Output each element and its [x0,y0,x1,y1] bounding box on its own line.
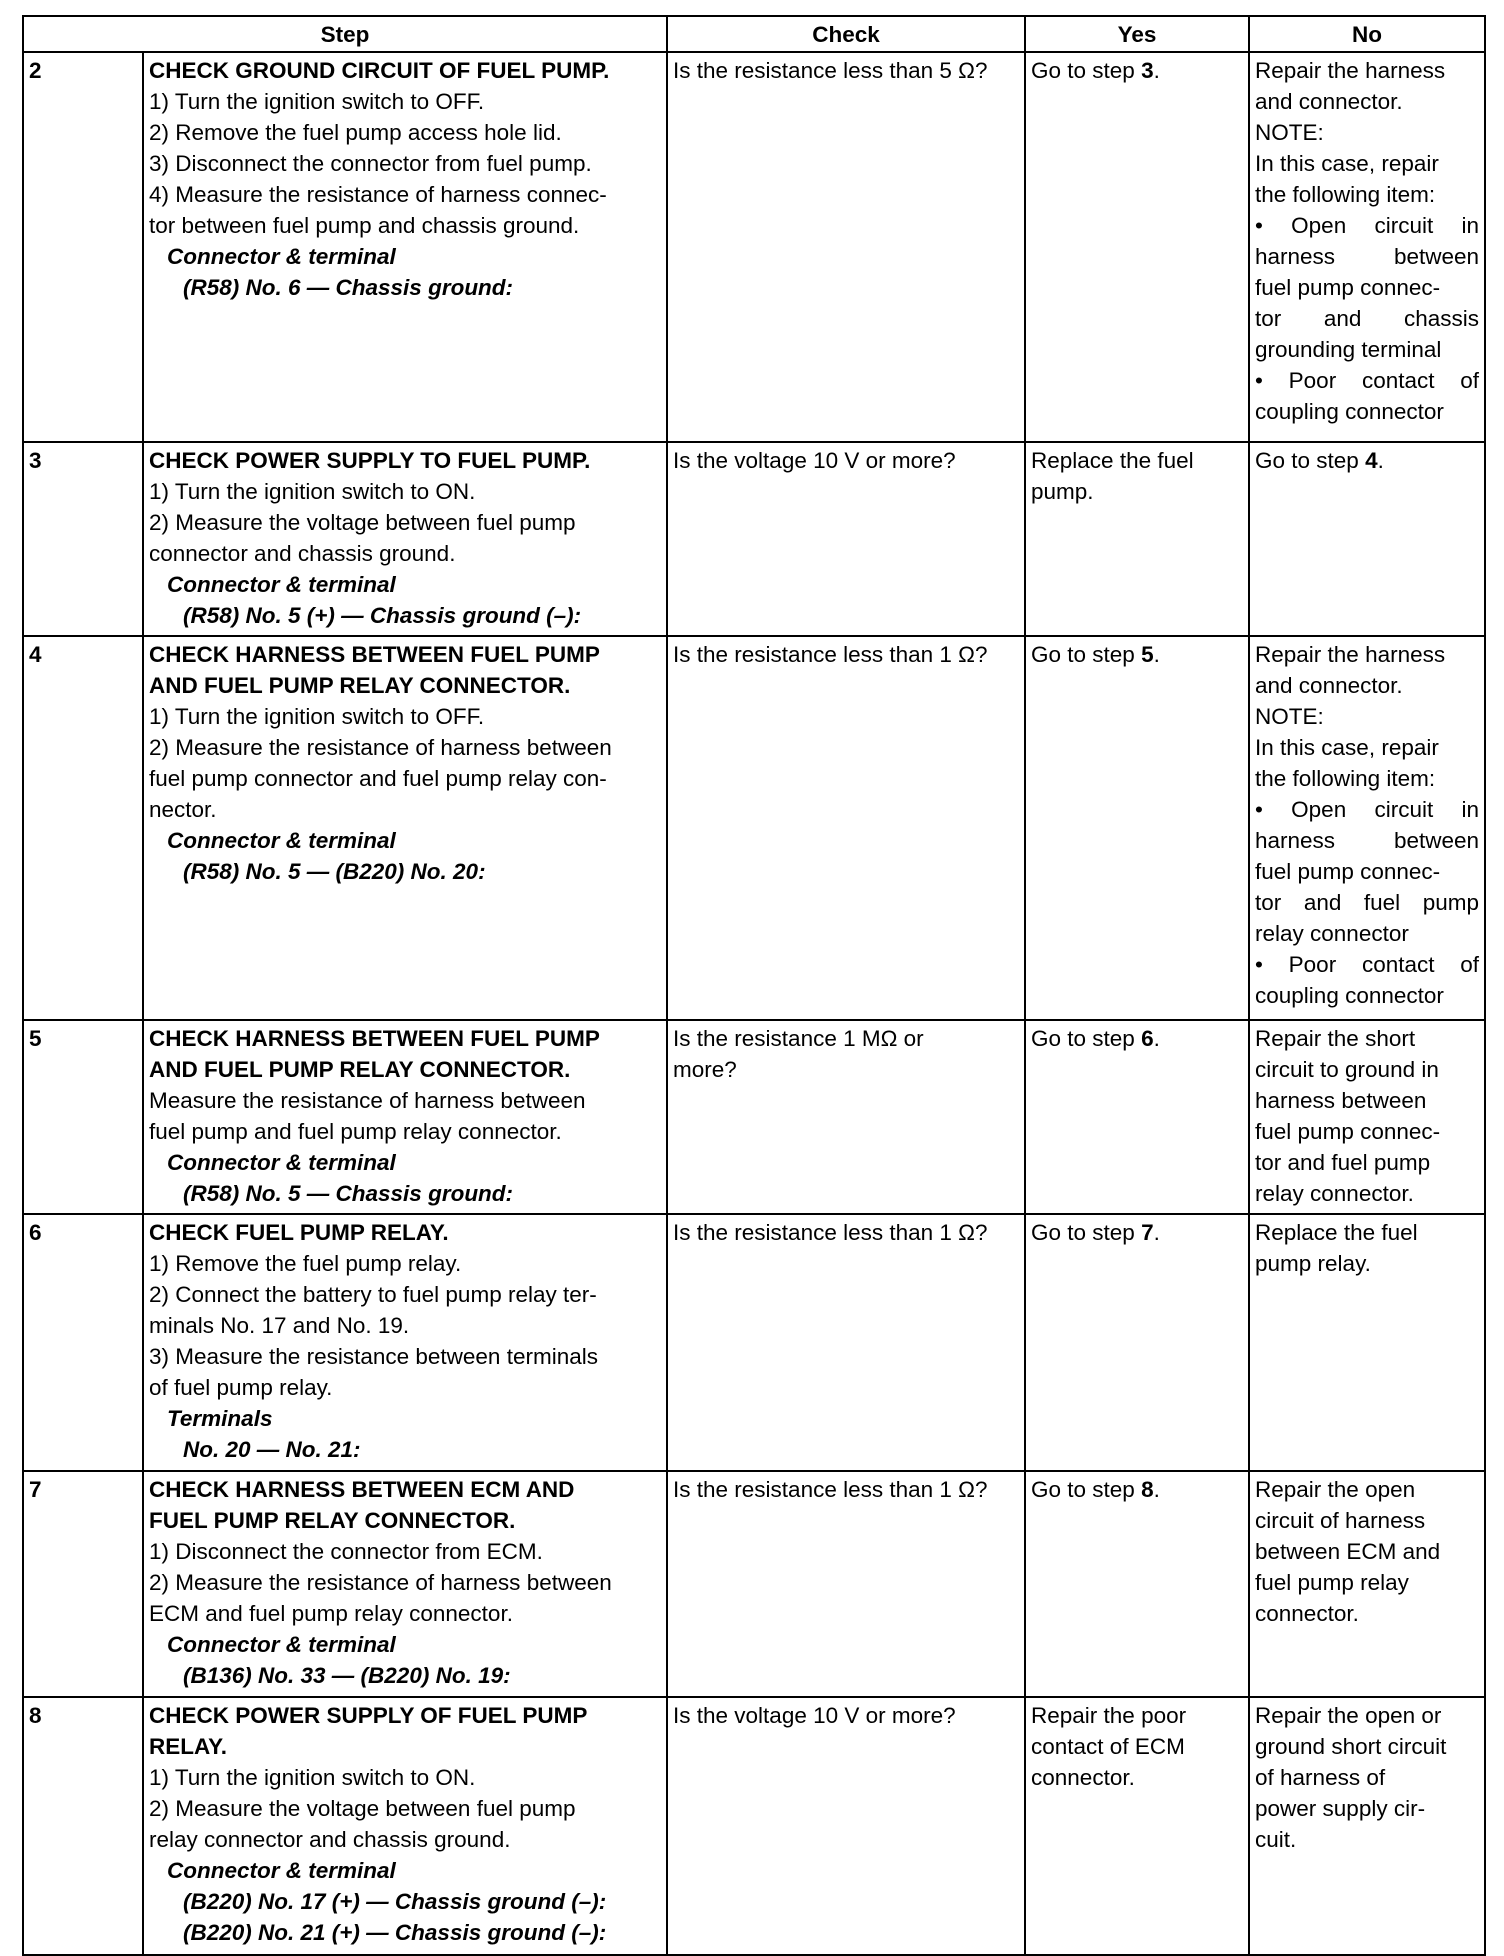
step-number: 4 [23,636,143,1020]
step-line: tor between fuel pump and chassis ground. [149,213,580,238]
yes-step-ref: 5 [1141,642,1154,667]
table-row [23,442,1485,636]
table-row [23,1214,1485,1471]
no-line: • Open circuit in [1255,797,1480,822]
step-line: 1) Turn the ignition switch to OFF. [149,89,485,114]
no-line: • Open circuit in [1255,213,1480,238]
header-step: Step [23,16,667,52]
step-line: 2) Connect the battery to fuel pump relay ter- [149,1282,597,1307]
step-line: 1) Turn the ignition switch to OFF. [149,704,485,729]
yes-step-ref: 8 [1141,1477,1154,1502]
table-row [23,1697,1485,1955]
no-line: Repair the harness [1255,58,1446,83]
diagnostic-table [22,15,1486,1956]
no-action [1249,1697,1485,1955]
step-description [143,1020,667,1214]
no-line: • Poor contact of [1255,368,1480,393]
table-row [23,52,1485,442]
step-title: CHECK POWER SUPPLY OF FUEL PUMP [149,1703,588,1728]
step-number: 5 [23,1020,143,1214]
no-line: ground short circuit [1255,1734,1447,1759]
step-line: fuel pump connector and fuel pump relay con- [149,766,607,791]
no-action [1249,636,1485,1020]
table-row [23,636,1485,1020]
no-line: pump relay. [1255,1251,1371,1276]
connector-terminal: (B220) No. 17 (+) — Chassis ground (–): [183,1889,607,1914]
yes-line: connector. [1031,1765,1135,1790]
connector-heading: Connector & terminal [167,244,396,269]
connector-terminal: (B136) No. 33 — (B220) No. 19: [183,1663,511,1688]
yes-line: Repair the poor [1031,1703,1187,1728]
header-yes: Yes [1025,16,1249,52]
no-line: tor and fuel pump [1255,1150,1431,1175]
no-line: Replace the fuel [1255,1220,1418,1245]
yes-period: . [1153,1477,1160,1502]
connector-terminal: (R58) No. 5 — (B220) No. 20: [183,859,486,884]
no-line: the following item: [1255,182,1436,207]
no-line: In this case, repair [1255,151,1439,176]
step-line: nector. [149,797,217,822]
step-title: CHECK GROUND CIRCUIT OF FUEL PUMP. [149,58,610,83]
connector-terminal: (B220) No. 21 (+) — Chassis ground (–): [183,1920,607,1945]
step-description [143,1697,667,1955]
step-line: Measure the resistance of harness between [149,1088,586,1113]
step-description [143,1214,667,1471]
no-line: tor and fuel pump [1255,890,1480,915]
no-line: Repair the open or [1255,1703,1442,1728]
no-line: circuit of harness [1255,1508,1426,1533]
no-line: harness between [1255,1088,1427,1113]
no-line: Repair the harness [1255,642,1446,667]
no-line: coupling connector [1255,983,1444,1008]
no-action [1249,442,1485,636]
table-row [23,1020,1485,1214]
connector-terminal: (R58) No. 5 (+) — Chassis ground (–): [183,603,582,628]
check-line: more? [673,1057,737,1082]
no-line: and connector. [1255,89,1403,114]
step-line: 1) Turn the ignition switch to ON. [149,1765,476,1790]
no-line: grounding terminal [1255,337,1442,362]
step-line: connector and chassis ground. [149,541,456,566]
header-check: Check [667,16,1025,52]
no-line: and connector. [1255,673,1403,698]
step-title: AND FUEL PUMP RELAY CONNECTOR. [149,673,571,698]
no-line: tor and chassis [1255,306,1480,331]
no-line: NOTE: [1255,704,1324,729]
no-line: cuit. [1255,1827,1297,1852]
connector-terminal: (R58) No. 5 — Chassis ground: [183,1181,514,1206]
step-line: 1) Disconnect the connector from ECM. [149,1539,543,1564]
no-action [1249,1471,1485,1697]
no-text: Go to step [1255,448,1366,473]
step-line: fuel pump and fuel pump relay connector. [149,1119,562,1144]
no-line: relay connector. [1255,1181,1414,1206]
step-title: FUEL PUMP RELAY CONNECTOR. [149,1508,516,1533]
yes-period: . [1153,1220,1160,1245]
step-line: 3) Measure the resistance between terminals [149,1344,598,1369]
no-step-ref: 4 [1365,448,1378,473]
yes-action [1025,1020,1249,1214]
step-number: 6 [23,1214,143,1471]
yes-line: contact of ECM [1031,1734,1185,1759]
no-line: circuit to ground in [1255,1057,1439,1082]
connector-heading: Connector & terminal [167,572,396,597]
yes-period: . [1153,642,1160,667]
yes-text: Go to step [1031,642,1142,667]
no-line: fuel pump relay [1255,1570,1409,1595]
terminals-heading: Terminals [167,1406,273,1431]
connector-heading: Connector & terminal [167,1150,396,1175]
check-question: Is the resistance less than 1 Ω? [667,636,1025,1020]
step-line: 2) Measure the voltage between fuel pump [149,510,576,535]
no-line: harness between [1255,244,1480,269]
no-line: connector. [1255,1601,1359,1626]
connector-heading: Connector & terminal [167,1858,396,1883]
step-description [143,636,667,1020]
step-line: 2) Measure the resistance of harness between [149,1570,612,1595]
step-title: RELAY. [149,1734,227,1759]
no-line: Repair the open [1255,1477,1416,1502]
step-line: relay connector and chassis ground. [149,1827,511,1852]
check-question [667,1020,1025,1214]
yes-action [1025,1214,1249,1471]
step-number: 7 [23,1471,143,1697]
no-line: harness between [1255,828,1480,853]
no-action [1249,1214,1485,1471]
yes-step-ref: 6 [1141,1026,1154,1051]
no-line: between ECM and [1255,1539,1441,1564]
step-title: CHECK POWER SUPPLY TO FUEL PUMP. [149,448,591,473]
no-line: coupling connector [1255,399,1444,424]
step-title: AND FUEL PUMP RELAY CONNECTOR. [149,1057,571,1082]
check-question: Is the voltage 10 V or more? [667,1697,1025,1955]
step-line: minals No. 17 and No. 19. [149,1313,410,1338]
connector-heading: Connector & terminal [167,828,396,853]
no-action [1249,1020,1485,1214]
step-line: ECM and fuel pump relay connector. [149,1601,513,1626]
connector-heading: Connector & terminal [167,1632,396,1657]
yes-text: Go to step [1031,1026,1142,1051]
no-line: the following item: [1255,766,1436,791]
header-no: No [1249,16,1485,52]
yes-step-ref: 3 [1141,58,1154,83]
yes-text: Go to step [1031,58,1142,83]
yes-text: Go to step [1031,1220,1142,1245]
no-line: power supply cir- [1255,1796,1426,1821]
step-line: of fuel pump relay. [149,1375,333,1400]
yes-period: . [1153,1026,1160,1051]
step-number: 3 [23,442,143,636]
no-period: . [1377,448,1384,473]
no-line: fuel pump connec- [1255,1119,1441,1144]
step-line: 1) Turn the ignition switch to ON. [149,479,476,504]
check-question: Is the voltage 10 V or more? [667,442,1025,636]
step-number: 8 [23,1697,143,1955]
yes-step-ref: 7 [1141,1220,1154,1245]
yes-action [1025,636,1249,1020]
step-description [143,1471,667,1697]
check-question: Is the resistance less than 1 Ω? [667,1471,1025,1697]
step-title: CHECK HARNESS BETWEEN FUEL PUMP [149,1026,600,1051]
yes-action [1025,1471,1249,1697]
check-line: Is the resistance 1 MΩ or [673,1026,924,1051]
no-line: NOTE: [1255,120,1324,145]
yes-text: Go to step [1031,1477,1142,1502]
no-line: fuel pump connec- [1255,859,1441,884]
no-action [1249,52,1485,442]
step-title: CHECK HARNESS BETWEEN FUEL PUMP [149,642,600,667]
step-line: 1) Remove the fuel pump relay. [149,1251,462,1276]
step-description [143,52,667,442]
check-question: Is the resistance less than 1 Ω? [667,1214,1025,1471]
terminals-spec: No. 20 — No. 21: [183,1437,361,1462]
step-title: CHECK HARNESS BETWEEN ECM AND [149,1477,575,1502]
step-number: 2 [23,52,143,442]
yes-action [1025,52,1249,442]
connector-terminal: (R58) No. 6 — Chassis ground: [183,275,514,300]
yes-line: Replace the fuel [1031,448,1194,473]
step-title: CHECK FUEL PUMP RELAY. [149,1220,449,1245]
yes-action [1025,1697,1249,1955]
no-line: Repair the short [1255,1026,1416,1051]
header-row [23,16,1485,52]
no-line: relay connector [1255,921,1409,946]
step-line: 2) Measure the voltage between fuel pump [149,1796,576,1821]
no-line: of harness of [1255,1765,1386,1790]
yes-action [1025,442,1249,636]
step-line: 2) Measure the resistance of harness between [149,735,612,760]
yes-period: . [1153,58,1160,83]
yes-line: pump. [1031,479,1094,504]
step-line: 2) Remove the fuel pump access hole lid. [149,120,562,145]
table-row [23,1471,1485,1697]
step-line: 3) Disconnect the connector from fuel pump. [149,151,592,176]
no-line: fuel pump connec- [1255,275,1441,300]
step-line: 4) Measure the resistance of harness connec- [149,182,607,207]
no-line: • Poor contact of [1255,952,1480,977]
step-description [143,442,667,636]
check-question: Is the resistance less than 5 Ω? [667,52,1025,442]
no-line: In this case, repair [1255,735,1439,760]
